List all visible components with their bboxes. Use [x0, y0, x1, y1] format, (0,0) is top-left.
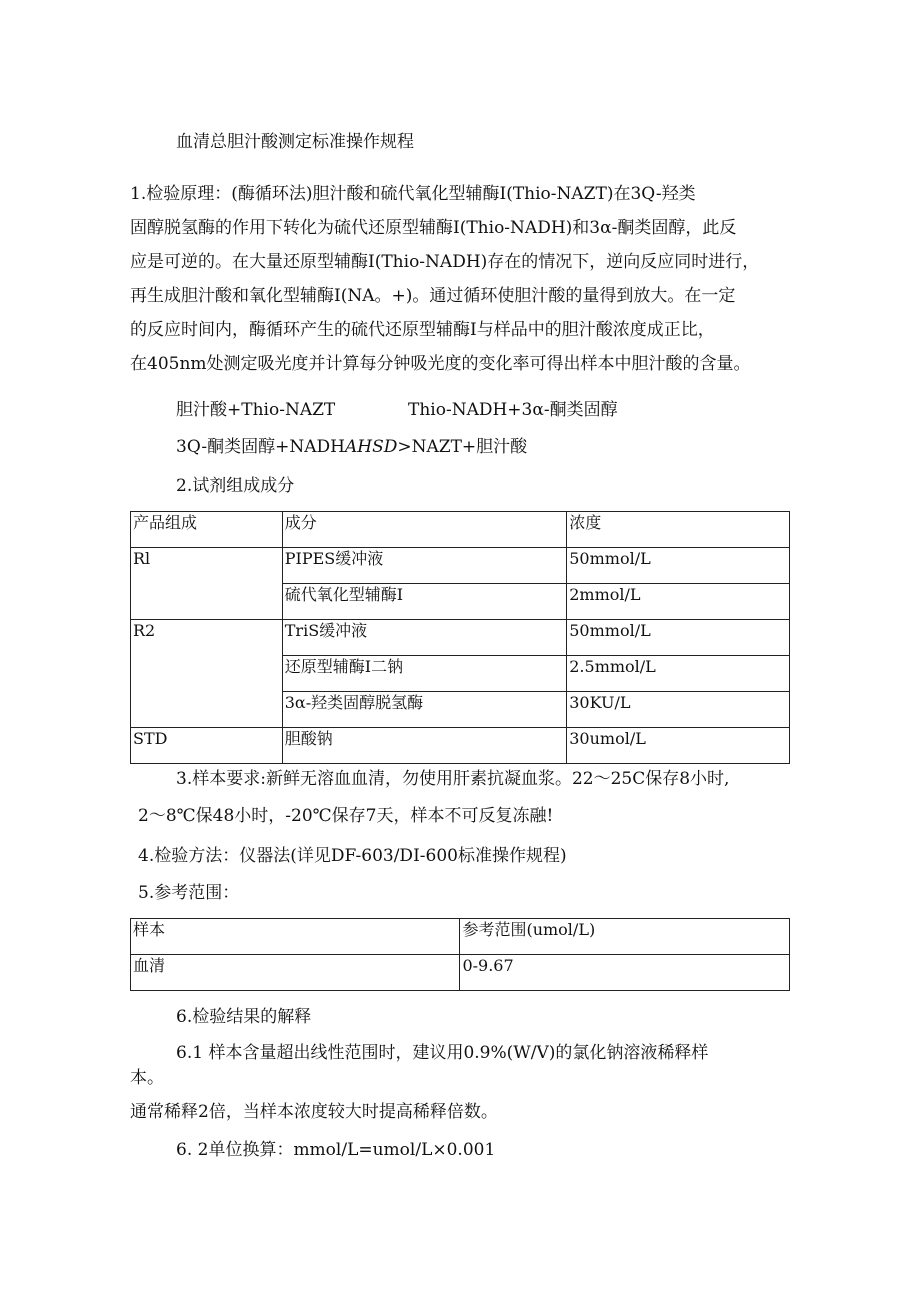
header-cell: 成分 — [282, 512, 567, 548]
section-4-method: 4.检验方法：仪器法(详见DF-603/DI-600标准操作规程) — [138, 846, 567, 866]
header-cell: 浓度 — [567, 512, 790, 548]
concentration-cell: 30KU/L — [567, 692, 790, 728]
group-label-r1: Rl — [131, 548, 283, 620]
group-label-std: STD — [131, 728, 283, 764]
table-row — [131, 548, 790, 584]
section-1-principle — [130, 177, 795, 381]
concentration-cell: 50mmol/L — [567, 620, 790, 656]
principle-line: 在405nm处测定吸光度并计算每分钟吸光度的变化率可得出样本中胆汁酸的含量。 — [130, 354, 751, 374]
section-6-1-line-2: 本。 — [130, 1068, 164, 1088]
principle-line: 再生成胆汁酸和氧化型辅酶Ⅰ(NA。+)。通过循环使胆汁酸的量得到放大。在一定 — [130, 286, 736, 306]
principle-line: 固醇脱氢酶的作用下转化为硫代还原型辅酶Ⅰ(Thio-NADH)和3α-酮类固醇，此反 — [130, 218, 737, 238]
concentration-cell: 30umol/L — [567, 728, 790, 764]
table-row — [131, 728, 790, 764]
table-header-row — [131, 512, 790, 548]
component-cell: 3α-羟类固醇脱氢酶 — [282, 692, 567, 728]
header-cell: 参考范围(umol/L) — [460, 919, 790, 955]
concentration-cell: 50mmol/L — [567, 548, 790, 584]
section-3-line-1: 3.样本要求:新鲜无溶血血清，勿使用肝素抗凝血浆。22～25C保存8小时, — [176, 769, 730, 789]
reaction-2-right: NAZT+胆汁酸 — [411, 437, 528, 457]
group-label-r2: R2 — [131, 620, 283, 728]
reagent-composition-table — [130, 511, 790, 764]
document-title: 血清总胆汁酸测定标准操作规程 — [176, 132, 414, 152]
component-cell: 胆酸钠 — [282, 728, 567, 764]
section-6-heading: 6.检验结果的解释 — [176, 1007, 312, 1027]
table-row — [131, 620, 790, 656]
component-cell: 硫代氧化型辅酶Ⅰ — [282, 584, 567, 620]
header-cell: 产品组成 — [131, 512, 283, 548]
section-6-1-line-3: 通常稀释2倍，当样本浓度较大时提高稀释倍数。 — [130, 1102, 498, 1122]
table-row — [131, 955, 790, 991]
section-6-2-unit-conversion: 6. 2单位换算：mmol/L=umol/L×0.001 — [176, 1140, 496, 1160]
concentration-cell: 2.5mmol/L — [567, 656, 790, 692]
header-cell: 样本 — [131, 919, 460, 955]
reaction-2-enzyme: AHSD> — [344, 437, 412, 457]
principle-line: 的反应时间内，酶循环产生的硫代还原型辅酶Ⅰ与样品中的胆汁酸浓度成正比， — [130, 320, 715, 340]
section-2-heading: 2.试剂组成成分 — [176, 476, 295, 496]
reference-range-table — [130, 918, 790, 991]
reaction-2-left: 3Q-酮类固醇+NADH — [176, 437, 345, 457]
component-cell: 还原型辅酶Ⅰ二钠 — [282, 656, 567, 692]
principle-line: 应是可逆的。在大量还原型辅酶Ⅰ(Thio-NADH)存在的情况下，逆向反应同时进行， — [130, 252, 760, 272]
component-cell: PIPES缓冲液 — [282, 548, 567, 584]
reaction-1-right: Thio-NADH+3α-酮类固醇 — [408, 400, 618, 420]
sample-cell: 血清 — [131, 955, 460, 991]
reaction-2 — [176, 436, 527, 458]
concentration-cell: 2mmol/L — [567, 584, 790, 620]
reaction-1-left: 胆汁酸+Thio-NAZT — [176, 400, 336, 420]
section-6-1-line-1: 6.1 样本含量超出线性范围时，建议用0.9%(W/V)的氯化钠溶液稀释样 — [176, 1043, 709, 1063]
table-header-row — [131, 919, 790, 955]
component-cell: TriS缓冲液 — [282, 620, 567, 656]
section-5-heading: 5.参考范围： — [138, 883, 240, 903]
section-3-line-2: 2～8℃保48小时，-20℃保存7天，样本不可反复冻融! — [138, 806, 554, 826]
principle-line: 1.检验原理：(酶循环法)胆汁酸和硫代氧化型辅酶Ⅰ(Thio-NAZT)在3Q-羟类 — [130, 184, 696, 204]
range-cell: 0-9.67 — [460, 955, 790, 991]
